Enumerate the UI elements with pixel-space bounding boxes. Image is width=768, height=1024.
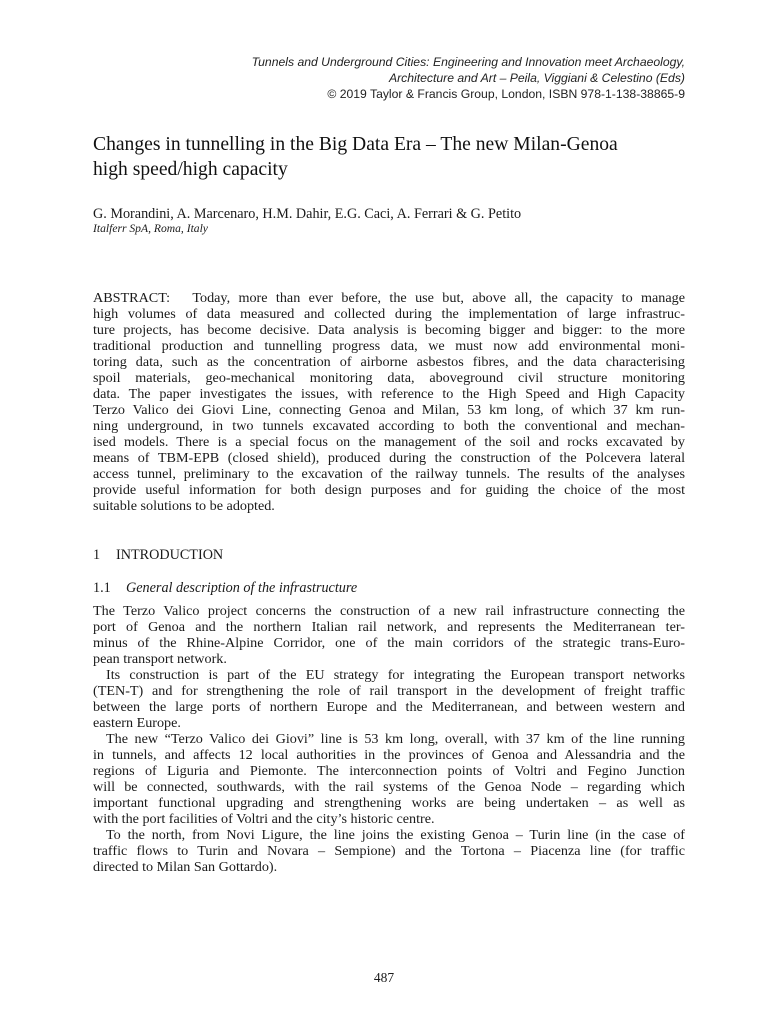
body-line: To the north, from Novi Ligure, the line joins the existing Genoa – Turin line (in the case of	[106, 827, 685, 843]
abstract-line: ABSTRACT: Today, more than ever before, the use but, above all, the capacity to manage	[93, 290, 685, 306]
abstract-line: suitable solutions to be adopted.	[93, 498, 275, 514]
body-line: Its construction is part of the EU strategy for integrating the European transport networks	[106, 667, 685, 683]
abstract-line: toring data, such as the concentration of airborne asbestos fibres, and the data characterising	[93, 354, 685, 370]
abstract-line: ised models. There is a special focus on the management of the soil and rocks excavated by	[93, 434, 685, 450]
abstract-line: high volumes of data measured and collected during the implementation of large infrastruc-	[93, 306, 685, 322]
paper-title	[93, 132, 693, 182]
abstract-line: data. The paper investigates the issues, with reference to the High Speed and High Capacity	[93, 386, 685, 402]
body-line: minus of the Rhine-Alpine Corridor, one of the main corridors of the strategic trans-Euro-	[93, 635, 685, 651]
section-number: 1	[93, 547, 101, 563]
body-line: eastern Europe.	[93, 715, 181, 731]
abstract-line: access tunnel, preliminary to the excavation of the railway tunnels. The results of the analyses	[93, 466, 685, 482]
body-line: traffic flows to Turin and Novara – Sempione) and the Tortona – Piacenza line (for traffic	[93, 843, 685, 859]
body-line: The Terzo Valico project concerns the construction of a new rail infrastructure connecting the	[93, 603, 685, 619]
body-line: regions of Liguria and Piemonte. The interconnection points of Voltri and Fegino Junction	[93, 763, 685, 779]
title-line-2: high speed/high capacity	[93, 159, 288, 180]
body-line: pean transport network.	[93, 651, 227, 667]
subsection-number: 1.1	[93, 580, 111, 596]
body-line: in tunnels, and affects 12 local authorities in the provinces of Genoa and Alessandria and the	[93, 747, 685, 763]
author-list: G. Morandini, A. Marcenaro, H.M. Dahir, E.G. Caci, A. Ferrari & G. Petito	[93, 206, 522, 222]
abstract	[93, 290, 685, 514]
header-line-2: Architecture and Art – Peila, Viggiani & Celestino (Eds)	[388, 71, 685, 85]
running-header	[125, 54, 685, 102]
body-line: with the port facilities of Voltri and the city’s historic centre.	[93, 811, 435, 827]
abstract-line: provide useful information for both design purposes and for guiding the choice of the most	[93, 482, 685, 498]
body-line: will be connected, southwards, with the rail systems of the Genoa Node – regarding which	[93, 779, 685, 795]
header-line-3: © 2019 Taylor & Francis Group, London, ISBN 978-1-138-38865-9	[327, 87, 685, 101]
abstract-line: spoil materials, geo-mechanical monitoring data, aboveground civil structure monitoring	[93, 370, 685, 386]
subsection-heading	[93, 580, 357, 596]
section-heading	[93, 547, 223, 563]
body-line: port of Genoa and the northern Italian rail network, and represents the Mediterranean ter-	[93, 619, 685, 635]
abstract-line: means of TBM-EPB (closed shield), produced during the construction of the Polcevera lateral	[93, 450, 685, 466]
author-affiliation: Italferr SpA, Roma, Italy	[93, 222, 208, 235]
body-line: important functional upgrading and strengthening works are being undertaken – as well as	[93, 795, 685, 811]
body-line: The new “Terzo Valico dei Giovi” line is 53 km long, overall, with 37 km of the line running	[106, 731, 685, 747]
abstract-line: Terzo Valico dei Giovi Line, connecting Genoa and Milan, 53 km long, of which 37 km run-	[93, 402, 685, 418]
title-line-1: Changes in tunnelling in the Big Data Era – The new Milan-Genoa	[93, 134, 618, 155]
abstract-line: ning underground, in two tunnels excavated according to both the conventional and mechan-	[93, 418, 685, 434]
body-line: (TEN-T) and for strengthening the role of rail transport in the development of freight traffic	[93, 683, 685, 699]
abstract-line: ture projects, has become decisive. Data analysis is becoming bigger and bigger: to the more	[93, 322, 685, 338]
page-number: 487	[373, 970, 395, 985]
body-text	[93, 603, 685, 875]
body-line: between the large ports of northern Europe and the Mediterranean, and between western and	[93, 699, 685, 715]
section-title: INTRODUCTION	[116, 547, 224, 563]
body-line: directed to Milan San Gottardo).	[93, 859, 278, 875]
subsection-title: General description of the infrastructure	[126, 580, 358, 596]
abstract-line: traditional production and tunnelling progress data, we must now add environmental moni-	[93, 338, 685, 354]
header-line-1: Tunnels and Underground Cities: Engineering and Innovation meet Archaeology,	[251, 55, 685, 69]
